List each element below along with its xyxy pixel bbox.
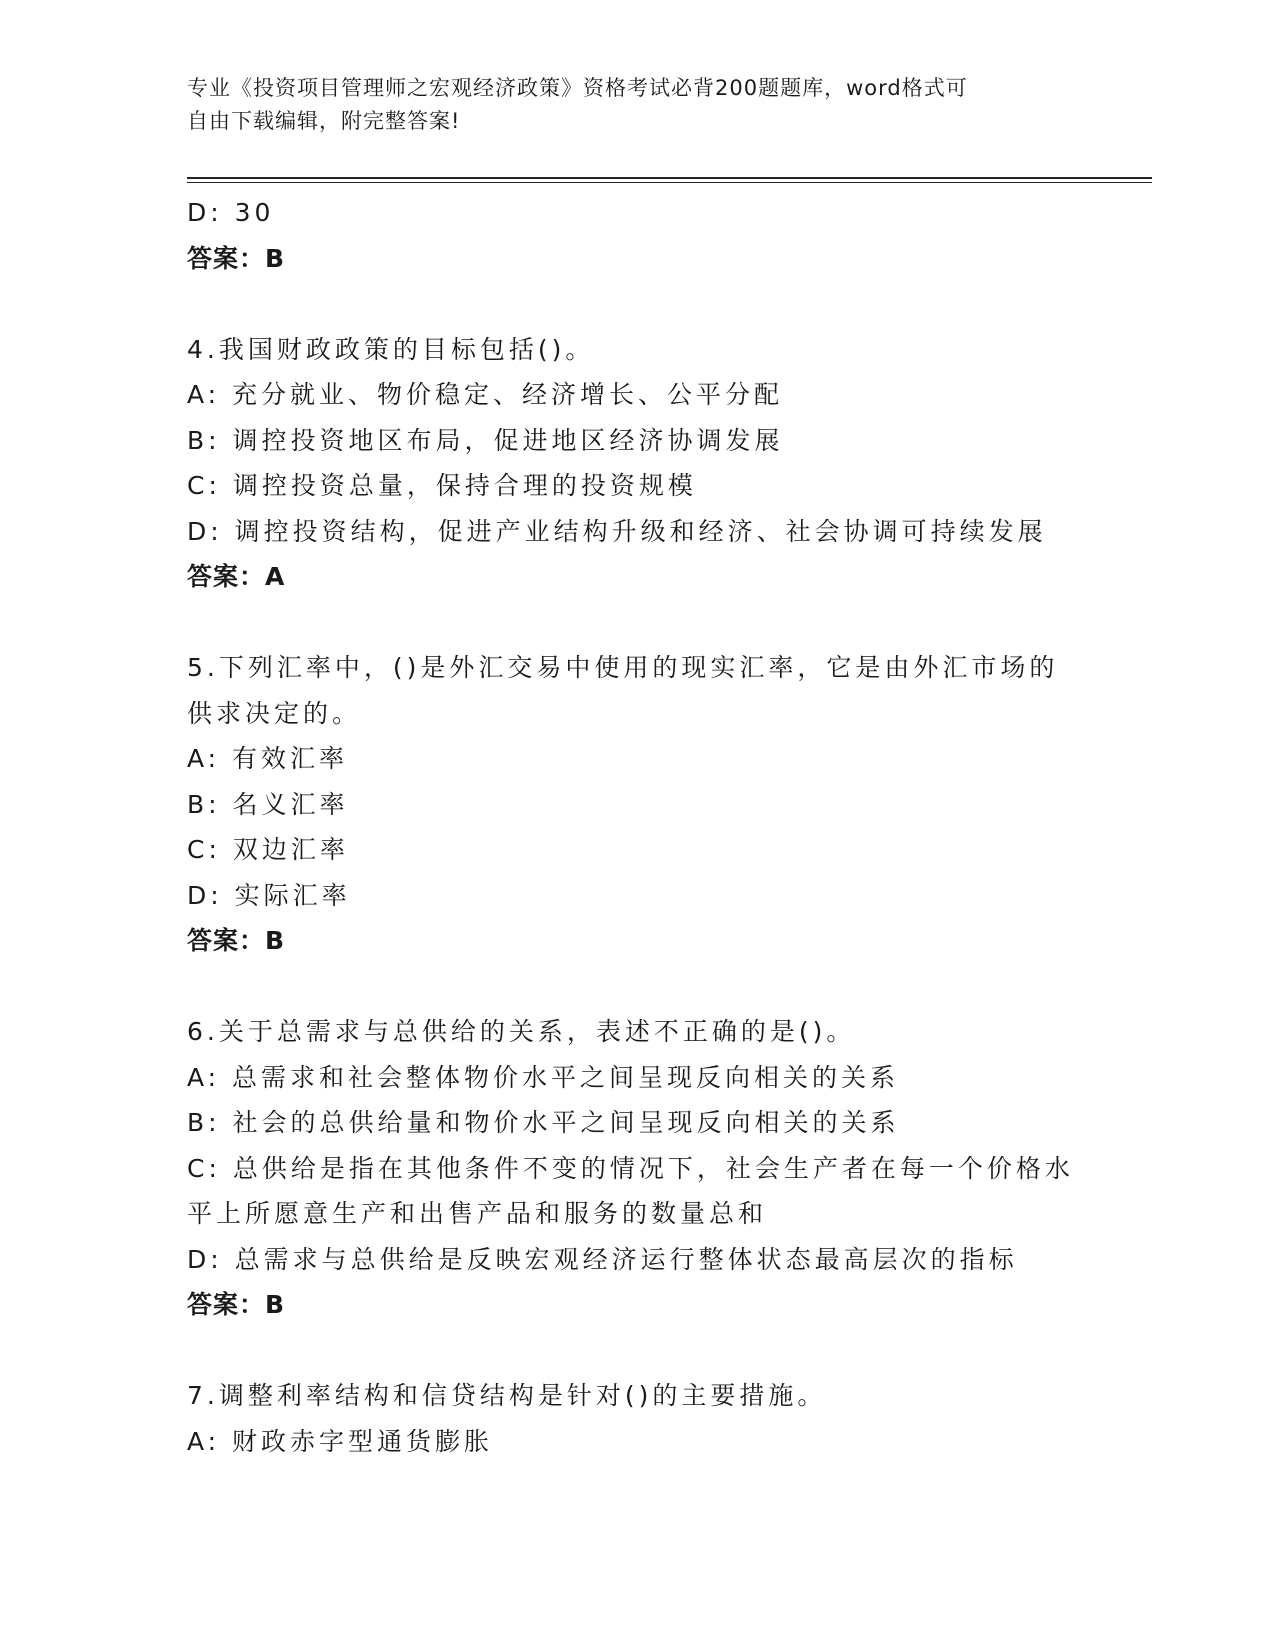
spacer [187,600,1087,646]
option-c: C: 调控投资总量，保持合理的投资规模 [187,471,697,500]
header-line-1: 专业《投资项目管理师之宏观经济政策》资格考试必背200题题库，word格式可 [187,76,968,100]
document-body [187,190,1087,1464]
spacer [187,964,1087,1010]
option-a: A: 有效汇率 [187,744,349,773]
question-stem: 6.关于总需求与总供给的关系，表述不正确的是()。 [187,1017,856,1046]
option-d: D: 总需求与总供给是反映宏观经济运行整体状态最高层次的指标 [187,1244,1018,1274]
option-a: A: 充分就业、物价稳定、经济增长、公平分配 [187,380,784,409]
option-c: C: 双边汇率 [187,835,349,864]
option-b: B: 调控投资地区布局，促进地区经济协调发展 [187,425,784,455]
option-a: A: 财政赤字型通货膨胀 [187,1426,494,1456]
option-c-line-2: 平上所愿意生产和出售产品和服务的数量总和 [187,1199,768,1228]
option-c-line-1: C: 总供给是指在其他条件不变的情况下，社会生产者在每一个价格水 [187,1153,1074,1183]
option-d: D: 实际汇率 [187,880,351,910]
header-rule-thin [187,182,1152,183]
option-d: D: 30 [187,198,275,227]
question-5 [187,645,1087,964]
answer: 答案：B [187,926,286,955]
question-stem: 4.我国财政政策的目标包括()。 [187,334,595,364]
option-d: D: 调控投资结构，促进产业结构升级和经济、社会协调可持续发展 [187,516,1047,546]
question-4 [187,327,1087,600]
answer: 答案：B [187,243,286,273]
answer: 答案：A [187,562,286,591]
spacer [187,281,1087,327]
question-stem-line-1: 5.下列汇率中，()是外汇交易中使用的现实汇率，它是由外汇市场的 [187,653,1059,682]
option-a: A: 总需求和社会整体物价水平之间呈现反向相关的关系 [187,1062,900,1092]
question-stem-line-2: 供求决定的。 [187,698,362,728]
header-rule-thick [187,177,1152,179]
question-stem: 7.调整利率结构和信贷结构是针对()的主要措施。 [187,1381,827,1410]
option-b: B: 社会的总供给量和物价水平之间呈现反向相关的关系 [187,1108,900,1137]
spacer [187,1328,1087,1374]
answer: 答案：B [187,1290,286,1319]
document-header [187,72,1077,138]
question-6 [187,1009,1087,1328]
question-7 [187,1373,1087,1464]
header-line-2: 自由下载编辑，附完整答案! [187,109,461,133]
option-b: B: 名义汇率 [187,789,349,819]
